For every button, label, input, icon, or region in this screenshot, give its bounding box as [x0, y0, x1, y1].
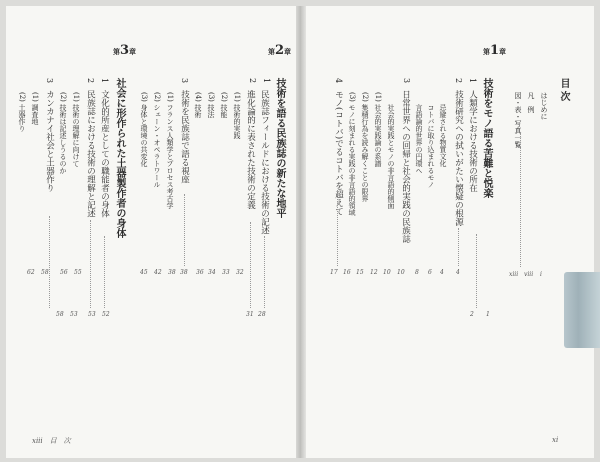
page-number: 33 — [222, 269, 230, 276]
right-folio: xi — [552, 436, 559, 444]
page-number: 58 — [56, 311, 64, 318]
section-number: 1 — [262, 78, 271, 84]
subsection-title[interactable]: 社会的実践とモノの非言語的側面 — [387, 104, 395, 209]
subsection-title[interactable]: 技能 — [220, 104, 228, 118]
subsection-title[interactable]: 技法 — [207, 104, 215, 118]
subsection-title[interactable]: 社会的実践論の系譜 — [374, 104, 382, 167]
page-number: 10 — [397, 269, 405, 276]
front-item-figures[interactable]: 図・表・写真一覧 — [514, 92, 522, 148]
page-number: viii — [524, 271, 534, 278]
section-number: 3 — [45, 78, 54, 84]
chapter-2-title[interactable]: 技術を語る民族誌の新たな地平 — [274, 78, 285, 218]
front-item-preface[interactable]: はじめに — [540, 92, 548, 120]
page-number: 38 — [168, 269, 176, 276]
chapter-badge: 第3章 — [113, 43, 137, 58]
subsection-title[interactable]: 技術は記述しうるのか — [59, 104, 67, 174]
section-title[interactable]: 民族誌フィールドにおける技術の記述 — [259, 90, 270, 235]
subsection-title[interactable]: シェーン・オペラトワール — [153, 104, 161, 188]
section-number: 2 — [248, 78, 257, 84]
subsection-title[interactable]: 土器作り — [18, 104, 26, 132]
subsection-title[interactable]: コトバに取り込まれるモノ — [427, 104, 435, 188]
page-number: 53 — [70, 311, 78, 318]
page-number: 56 — [60, 269, 68, 276]
subsection-number: (2) — [18, 92, 26, 102]
subsection-title[interactable]: フランス人類学とプロセス考古学 — [166, 104, 174, 209]
subsection-title[interactable]: 調査地 — [31, 104, 39, 125]
dot-leader — [184, 194, 185, 266]
dot-leader — [264, 236, 265, 308]
left-folio: xiii 目 次 — [32, 437, 71, 445]
subsection-number: (3) — [140, 92, 148, 102]
section-number: 1 — [468, 78, 477, 84]
page-number: 28 — [258, 311, 266, 318]
section-title[interactable]: 技術研究への拭いがたい懐疑の根源 — [453, 90, 464, 226]
section-number: 1 — [100, 78, 109, 84]
page-number: 4 — [440, 269, 444, 276]
page-number: 45 — [140, 269, 148, 276]
subsection-number: (1) — [233, 92, 241, 102]
subsection-number: (1) — [374, 92, 382, 102]
subsection-title[interactable]: 身体と環境の共変化 — [140, 104, 148, 167]
subsection-title[interactable]: 技術 — [194, 104, 202, 118]
page-number: 2 — [470, 311, 474, 318]
chapter-badge: 第2章 — [268, 43, 292, 58]
page-number: 36 — [196, 269, 204, 276]
chapter-badge: 第1章 — [483, 43, 507, 58]
subsection-number: (3) — [348, 92, 356, 102]
dot-leader — [337, 190, 338, 266]
subsection-title[interactable]: 集積行為を読み解くことの限界 — [361, 104, 369, 202]
page-number: 55 — [74, 269, 82, 276]
page-number: 16 — [343, 269, 351, 276]
section-number: 4 — [334, 78, 343, 84]
subsection-title[interactable]: 技術の理解に向けて — [72, 104, 80, 167]
section-title[interactable]: 民族誌における技術の理解と記述 — [85, 90, 96, 218]
subsection-title[interactable]: 技術的実践 — [233, 104, 241, 139]
dot-leader — [104, 236, 105, 308]
page-number: 15 — [356, 269, 364, 276]
subsection-title[interactable]: 忌避される物質文化 — [439, 104, 447, 167]
page-number: 42 — [154, 269, 162, 276]
front-item-notes[interactable]: 凡 例 — [527, 92, 535, 113]
section-number: 2 — [454, 78, 463, 84]
subsection-number: (2) — [220, 92, 228, 102]
book-gutter — [296, 6, 306, 458]
section-title[interactable]: 技術を民族誌で語る視座 — [179, 90, 190, 184]
page-number: 12 — [370, 269, 378, 276]
section-title[interactable]: 日常世界への回帰と社会的実践の民族誌 — [400, 90, 411, 243]
page-number: 53 — [88, 311, 96, 318]
page-number: 31 — [246, 311, 254, 318]
page-number: 32 — [236, 269, 244, 276]
page-number: 62 — [27, 269, 35, 276]
section-title[interactable]: モノ(コトバ)でるコトバを超えて — [333, 90, 344, 216]
page-number: 17 — [330, 269, 338, 276]
page-number: 34 — [208, 269, 216, 276]
right-page — [303, 6, 594, 458]
subsection-number: (2) — [153, 92, 161, 102]
dot-leader — [250, 222, 251, 308]
dot-leader — [458, 228, 459, 266]
page-number: 8 — [415, 269, 419, 276]
page-number: 38 — [180, 269, 188, 276]
page-number: 4 — [456, 269, 460, 276]
subsection-number: (3) — [207, 92, 215, 102]
subsection-number: (1) — [31, 92, 39, 102]
subsection-number: (1) — [166, 92, 174, 102]
subsection-number: (2) — [361, 92, 369, 102]
page-number: 52 — [102, 311, 110, 318]
subsection-title[interactable]: 言語論的世界の円環へ — [415, 104, 423, 174]
page-number: i — [540, 271, 542, 278]
page-number: 1 — [486, 311, 490, 318]
page-number: xiii — [509, 271, 519, 278]
dot-leader — [49, 216, 50, 308]
index-tab — [564, 272, 600, 348]
page-number: 58 — [41, 269, 49, 276]
section-number: 3 — [180, 78, 189, 84]
chapter-1-title[interactable]: 技術をモノ語る苦難と悦楽 — [481, 78, 492, 198]
page-number: 10 — [383, 269, 391, 276]
dot-leader — [90, 220, 91, 308]
section-title[interactable]: 人類学における技術の所在 — [467, 90, 478, 192]
dot-leader — [520, 132, 521, 267]
subsection-number: (4) — [194, 92, 202, 102]
subsection-title[interactable]: モノに刻まれる実践の非言語的領域 — [348, 104, 356, 216]
section-number: 3 — [402, 78, 411, 84]
section-number: 2 — [86, 78, 95, 84]
page-number: 6 — [428, 269, 432, 276]
dot-leader — [476, 234, 477, 308]
subsection-number: (2) — [59, 92, 67, 102]
chapter-3-title[interactable]: 社会に形作られた土器製作者の身体 — [114, 78, 125, 238]
section-title[interactable]: カンカナイ社会と土器作り — [44, 90, 55, 192]
subsection-number: (1) — [72, 92, 80, 102]
contents-title: 目次 — [558, 78, 569, 104]
section-title[interactable]: 文化的所産としての職能者の身体 — [99, 90, 110, 218]
section-title[interactable]: 進化論的に表された技術の定義 — [245, 90, 256, 209]
